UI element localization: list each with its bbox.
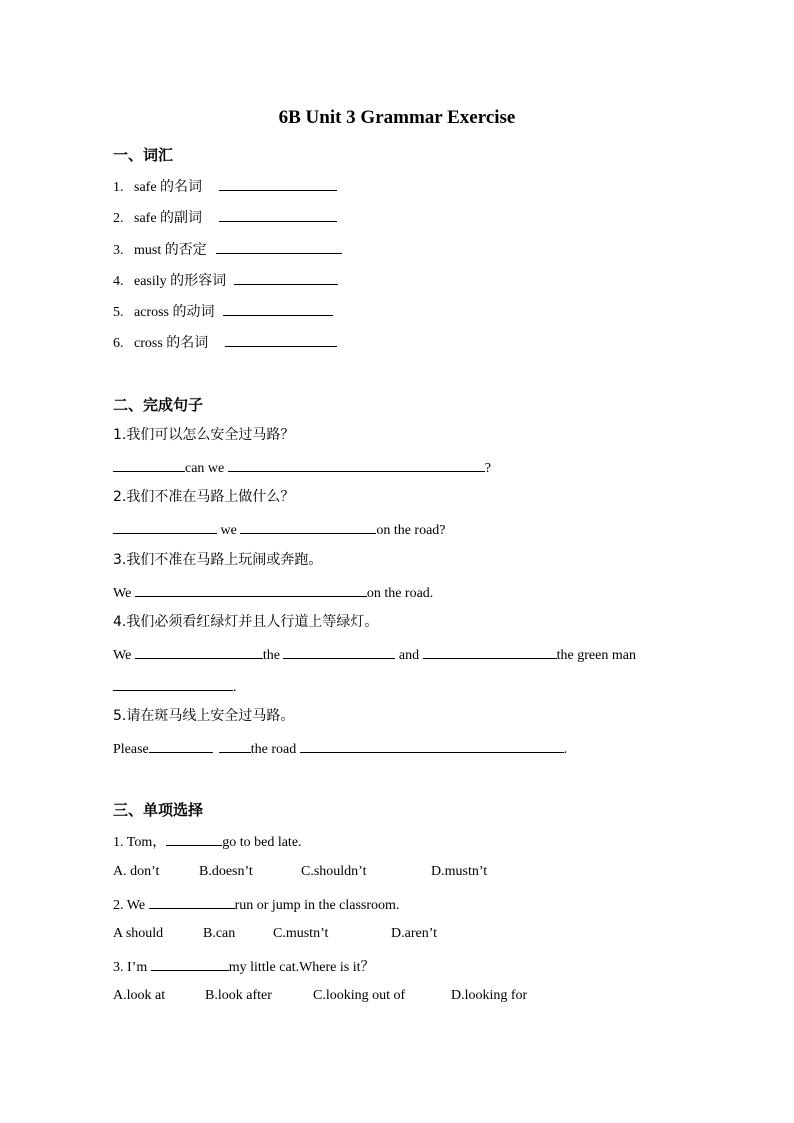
item-word: across [134, 305, 173, 320]
choice-question-2 [113, 894, 399, 915]
answer-blank[interactable] [234, 270, 338, 285]
page-title: 6B Unit 3 Grammar Exercise [278, 107, 516, 128]
item-word: safe [134, 180, 161, 195]
answer-blank[interactable] [225, 332, 337, 347]
item-cn: 的副词 [160, 210, 203, 226]
answer-blank[interactable] [300, 738, 564, 753]
answer-blank[interactable] [219, 207, 337, 222]
sentence-3-chinese: 3.我们不准在马路上玩闹或奔跑。 [113, 552, 323, 568]
section-choice-heading: 三、单项选择 [113, 801, 204, 819]
sentence-4-chinese: 4.我们必须看红绿灯并且人行道上等绿灯。 [113, 614, 379, 630]
answer-blank[interactable] [166, 831, 222, 846]
sentence-text: we [217, 523, 241, 538]
option-d[interactable]: D.mustn’t [431, 864, 488, 879]
answer-blank[interactable] [135, 644, 263, 659]
answer-blank[interactable] [149, 894, 235, 909]
item-cn: 的动词 [172, 304, 215, 320]
sentence-text: the [262, 648, 284, 663]
sentence-text: We [113, 648, 135, 663]
answer-blank[interactable] [283, 644, 395, 659]
sentence-2-english [113, 519, 446, 540]
sentence-text: Please [113, 742, 149, 757]
answer-blank[interactable] [216, 239, 342, 254]
item-word: cross [134, 336, 167, 351]
sentence-1-english [113, 457, 491, 478]
vocab-item-1 [113, 176, 337, 197]
item-number: 1. [113, 180, 124, 195]
option-a[interactable]: A.look at [113, 988, 166, 1003]
option-c[interactable]: C.mustn’t [273, 926, 329, 941]
answer-blank[interactable] [423, 644, 557, 659]
item-number: 6. [113, 336, 124, 351]
sentence-text: can we [185, 461, 228, 476]
item-number: 3. [113, 243, 124, 258]
sentence-text: and [395, 648, 423, 663]
item-word: must [134, 243, 165, 258]
vocab-item-3 [113, 239, 342, 260]
question-text: go to bed late. [222, 835, 302, 850]
section-vocabulary-heading: 一、词汇 [113, 146, 174, 164]
option-b[interactable]: B.look after [205, 988, 272, 1003]
sentence-3-english [113, 582, 433, 603]
vocab-item-4 [113, 270, 338, 291]
item-number: 2. [113, 211, 124, 226]
option-d[interactable]: D.looking for [451, 988, 528, 1003]
sentence-text: on the road? [376, 523, 446, 538]
sentence-text: We [113, 586, 135, 601]
option-b[interactable]: B.doesn’t [199, 864, 253, 879]
answer-blank[interactable] [113, 457, 185, 472]
sentence-text: . [233, 680, 237, 695]
choice-options-2 [113, 925, 437, 943]
choice-options-1 [113, 863, 487, 881]
question-text: 2. We [113, 898, 149, 913]
answer-blank[interactable] [149, 738, 213, 753]
option-d[interactable]: D.aren’t [391, 926, 437, 941]
answer-blank[interactable] [219, 176, 337, 191]
option-c[interactable]: C.shouldn’t [301, 864, 367, 879]
option-a[interactable]: A. don’t [113, 864, 160, 879]
sentence-text: ? [484, 461, 491, 476]
sentence-1-chinese: 1.我们可以怎么安全过马路？ [113, 427, 295, 443]
option-a[interactable]: A should [113, 926, 164, 941]
choice-question-1 [113, 831, 302, 852]
item-word: safe [134, 211, 161, 226]
item-cn: 的形容词 [170, 273, 227, 289]
sentence-text: . [563, 742, 568, 757]
item-cn: 的名词 [166, 335, 209, 351]
sentence-4-english-cont [113, 676, 237, 697]
vocab-item-6 [113, 332, 337, 353]
answer-blank[interactable] [135, 582, 367, 597]
answer-blank[interactable] [228, 457, 485, 472]
vocab-item-5 [113, 301, 333, 322]
sentence-5-chinese: 5.请在斑马线上安全过马路。 [113, 708, 295, 724]
answer-blank[interactable] [219, 738, 251, 753]
item-word: easily [134, 274, 171, 289]
sentence-5-english [113, 738, 567, 759]
item-number: 4. [113, 274, 124, 289]
section-sentences-heading: 二、完成句子 [113, 396, 204, 414]
answer-blank[interactable] [223, 301, 333, 316]
sentence-text: on the road. [366, 586, 434, 601]
item-cn: 的否定 [164, 242, 207, 258]
answer-blank[interactable] [151, 956, 229, 971]
answer-blank[interactable] [240, 519, 376, 534]
choice-options-3 [113, 987, 527, 1005]
sentence-text: the green man [556, 648, 636, 663]
option-c[interactable]: C.looking out of [313, 988, 406, 1003]
item-cn: 的名词 [160, 179, 203, 195]
answer-blank[interactable] [113, 519, 217, 534]
choice-question-3 [113, 956, 375, 977]
sentence-2-chinese: 2.我们不准在马路上做什么？ [113, 489, 295, 505]
question-text: 3. I’m [113, 960, 151, 975]
item-number: 5. [113, 305, 124, 320]
option-b[interactable]: B.can [203, 926, 236, 941]
sentence-4-english [113, 644, 636, 665]
vocab-item-2 [113, 207, 337, 228]
question-text: my little cat.Where is it？ [228, 960, 375, 975]
question-text: 1. Tom， [113, 835, 167, 850]
sentence-text: the road [250, 742, 300, 757]
answer-blank[interactable] [113, 676, 233, 691]
question-text: run or jump in the classroom. [234, 898, 400, 913]
